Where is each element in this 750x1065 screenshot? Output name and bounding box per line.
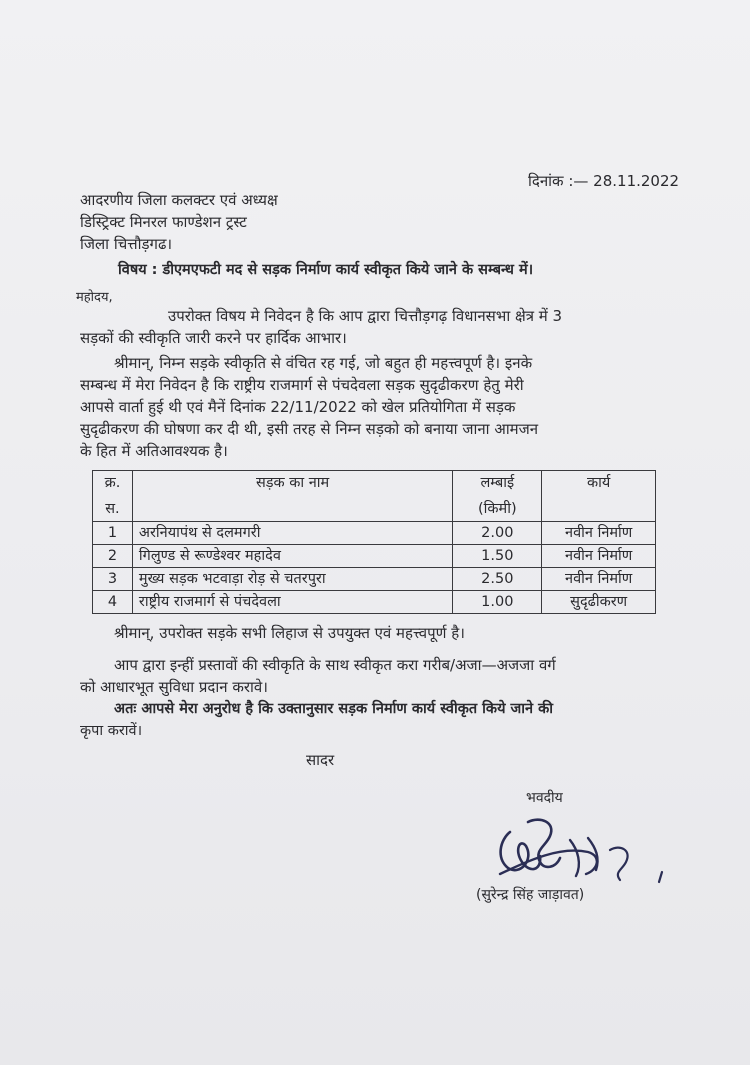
header-work: कार्य [542, 471, 656, 522]
paragraph-5-line-1: अतः आपसे मेरा अनुरोध है कि उक्तानुसार सड़क निर्माण कार्य स्वीकृत किये जाने की [114, 701, 554, 717]
paragraph-4 [80, 654, 674, 698]
header-serial-line-2: स. [105, 501, 120, 517]
paragraph-5 [80, 698, 674, 742]
table-row [93, 545, 656, 568]
roads-table [92, 470, 656, 614]
row-serial: 4 [93, 591, 133, 614]
signature-name: (सुरेन्द्र सिंह जाड़ावत) [476, 887, 585, 903]
header-serial [93, 471, 133, 522]
header-length-line-1: लम्बाई [480, 475, 515, 491]
table-row [93, 568, 656, 591]
paragraph-1-line-2: सड़कों की स्वीकृति जारी करने पर हार्दिक आभार। [80, 329, 347, 347]
paragraph-5-line-2: कृपा करावें। [80, 723, 143, 739]
header-serial-line-1: क्र. [104, 475, 121, 491]
row-road-name: गिलुण्ड से रूण्डेश्वर महादेव [132, 545, 452, 568]
recipient-line-1: आदरणीय जिला कलक्टर एवं अध्यक्ष [80, 191, 278, 209]
row-road-name: राष्ट्रीय राजमार्ग से पंचदेवला [132, 591, 452, 614]
row-length: 2.00 [453, 522, 542, 545]
paragraph-4-line-2: को आधारभूत सुविधा प्रदान करावे। [80, 678, 268, 696]
recipient-line-2: डिस्ट्रिक्ट मिनरल फाण्डेशन ट्रस्ट [80, 213, 247, 231]
letter-date: दिनांक :— 28.11.2022 [528, 172, 680, 190]
paragraph-2 [80, 352, 674, 462]
recipient-line-3: जिला चित्तौड़गढ। [80, 235, 173, 253]
salutation: महोदय, [76, 290, 113, 305]
paragraph-2-line-4: सुदृढीकरण की घोषणा कर दी थी, इसी तरह से निम्न सड़को को बनाया जाना आमजन [80, 420, 539, 438]
letter-subject: विषय : डीएमएफटी मद से सड़क निर्माण कार्य स्वीकृत किये जाने के सम्बन्ध में। [118, 262, 534, 278]
paragraph-2-line-5: के हित में अतिआवश्यक है। [80, 442, 228, 460]
paragraph-1-line-1: उपरोक्त विषय मे निवेदन है कि आप द्वारा चित्तौड़गढ़ विधानसभा क्षेत्र में 3 [168, 307, 563, 325]
table-header-row [93, 471, 656, 522]
table-row [93, 591, 656, 614]
row-road-name: मुख्य सड़क भटवाड़ा रोड़ से चतरपुरा [132, 568, 452, 591]
row-length: 1.00 [453, 591, 542, 614]
row-length: 2.50 [453, 568, 542, 591]
paragraph-2-line-3: आपसे वार्ता हुई थी एवं मैनें दिनांक 22/11/2022 को खेल प्रतियोगिता में सड़क [80, 398, 516, 416]
header-length [453, 471, 542, 522]
header-road-name: सड़क का नाम [132, 471, 452, 522]
row-road-name: अरनियापंथ से दलमगरी [132, 522, 452, 545]
row-work: नवीन निर्माण [542, 522, 656, 545]
table-row [93, 522, 656, 545]
paragraph-1 [80, 305, 674, 349]
row-work: सुदृढीकरण [542, 591, 656, 614]
paragraph-4-line-1: आप द्वारा इन्हीं प्रस्तावों की स्वीकृति के साथ स्वीकृत करा गरीब/अजा—अजजा वर्ग [114, 656, 556, 674]
paragraph-2-line-1: श्रीमान्, निम्न सड़के स्वीकृति से वंचित रह गई, जो बहुत ही महत्त्वपूर्ण है। इनके [114, 354, 533, 372]
paragraph-2-line-2: सम्बन्ध में मेरा निवेदन है कि राष्ट्रीय राजमार्ग से पंचदेवला सड़क सुदृढीकरण हेतु मेरी [80, 376, 524, 394]
row-length: 1.50 [453, 545, 542, 568]
row-work: नवीन निर्माण [542, 545, 656, 568]
header-length-line-2: (किमी) [478, 501, 517, 517]
sign-off: भवदीय [526, 790, 563, 806]
row-serial: 2 [93, 545, 133, 568]
row-serial: 3 [93, 568, 133, 591]
row-work: नवीन निर्माण [542, 568, 656, 591]
paragraph-3: श्रीमान्, उपरोक्त सड़के सभी लिहाज से उपयुक्त एवं महत्त्वपूर्ण है। [114, 624, 465, 642]
row-serial: 1 [93, 522, 133, 545]
closing: सादर [306, 751, 335, 769]
